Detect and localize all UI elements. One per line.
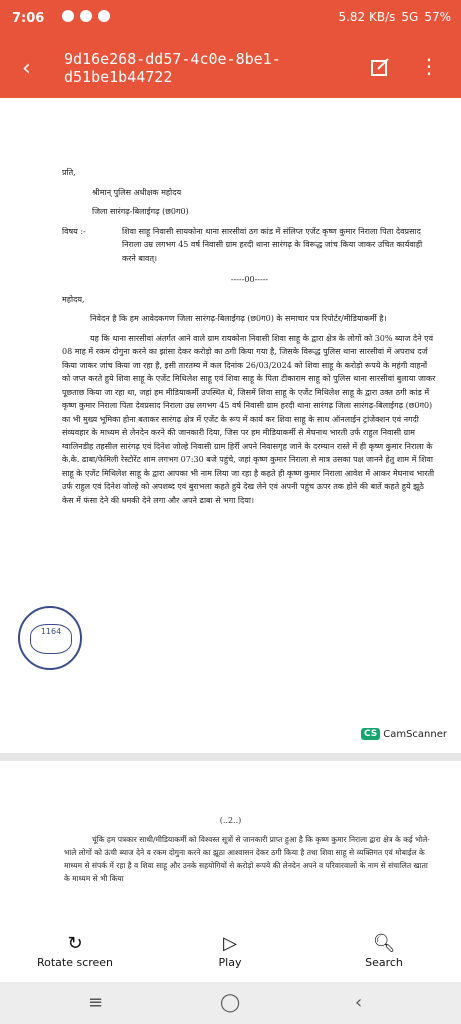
camscanner-watermark [361, 728, 447, 740]
rotate-screen-icon: ↻ [67, 933, 83, 954]
status-right [338, 10, 451, 24]
addressee: श्रीमान् पुलिस अधीक्षक महोदय [92, 187, 182, 197]
rotate-screen-button[interactable] [15, 932, 135, 969]
camscanner-logo-icon: CS [361, 728, 380, 740]
document-page-1 [0, 98, 461, 753]
system-nav-bar [0, 982, 461, 1024]
police-seal-stamp [18, 606, 82, 670]
page-divider [0, 753, 461, 761]
notification-icon [62, 10, 74, 22]
district: जिला सारंगढ़-बिलाईगढ़ (छ0ग0) [92, 207, 189, 216]
recents-icon[interactable]: ≡ [88, 992, 104, 1013]
to-line: प्रति, [62, 168, 76, 177]
salutation: महोदय, [62, 294, 85, 304]
subject-label: विषय :- [62, 226, 86, 236]
app-bar [0, 38, 461, 98]
bottom-toolbar [0, 924, 461, 982]
subject-block [62, 225, 437, 266]
document-page-2 [0, 761, 461, 924]
letter-body [62, 166, 437, 513]
more-vert-icon[interactable]: ⋮ [419, 54, 439, 78]
search-icon: 🔍︎ [372, 933, 396, 954]
back-arrow-icon[interactable]: ‹ [22, 56, 31, 81]
play-icon: ▷ [223, 933, 237, 954]
network-type: 5G [401, 10, 419, 24]
para-1: निवेदन है कि हम आवेदकगण जिला सारंगढ़-बिलाईगढ़ (छ0ग0) के समाचार पत्र रिपोर्टर/मीडियाकर्मी है। [90, 314, 387, 323]
camscanner-label: CamScanner [383, 728, 447, 740]
notification-icons [62, 10, 110, 22]
search-button[interactable] [324, 932, 444, 969]
play-label: Play [218, 956, 242, 969]
back-icon[interactable]: ‹ [355, 992, 363, 1013]
page2-para: चूंकि हम पत्रकार साथी/मीडियाकर्मी को विश्वस्त सूत्रों से जानकारी प्राप्त हुआ है कि कृष्ण कुमार निराला द्वारा क्षेत्र के कई भोले-भाले लोगों को ऊंची ब्याज देने व रकम दोगुना करने का झूठा आश्वासन देकर ठगी किया है तथा शिवा साहू से व्यक्तिगत एवं मोबाईल के माध्यम से संपर्क में रहा है व शिवा साहू और उनके सहयोगियों से करोड़ो रूपये की लेनदेन अपने व परिवारवालों के नाम से संचालित खाता के माध्यम से भी किया [64, 835, 430, 883]
subject-text: शिवा साहू निवासी सायकोना थाना सारसीवां ठग कांड में संलिप्त एजेंट कृष्ण कुमार निराला पिता देवप्रसाद निराला उम्र लगभग 45 वर्ष निवासी ग्राम हरदी थाना सारंगढ़ के विरूद्ध जांच किया जाकर उचित कार्यवाही करने बावत्। [122, 226, 423, 263]
status-bar [0, 0, 461, 38]
document-title: 9d16e268-dd57-4c0e-8be1-d51be1b44722 [64, 50, 281, 86]
page-number: (..2..) [219, 816, 242, 825]
separator: -----00----- [230, 275, 269, 284]
para-2: यह कि थाना सारसीवां अंतर्गत आने वाले ग्राम रायकोना निवासी शिवा साहू के द्वारा क्षेत्र के लोगों को 30% ब्याज देने एवं 08 माह में रकम दोगुना करने का झांसा देकर करोड़ो का ठगी किया गया है, जिसके विरूद्ध पुलिस थाना सारसीवां में अपराध दर्ज किया जाकर जांच किया जा रहा है, इसी तारतम्य में कल दिनांक 26/03/2024 को शिवा साहू के करोड़ो रूपये के महंगी वाहनों को जप्त करते हुये शिवा साहू के एजेंट मिथिलेश साहू एवं शिवा साहू के पिता टीकाराम साहू को पुलिस थाना सारसीवां बुलाया जाकर पूछताछ किया जा रहा था, जहां हम मीडियाकर्मी उपस्थित थे, जिसमें शिवा साहू के एजेंट मिथिलेश साहू के द्वारा उक्त ठगी कांड में कृष्ण कुमार निराला पिता देवप्रसाद निराला उम्र लगभग 45 वर्ष निवासी ग्राम हरदी थाना सारंगढ़ जिला सारंगढ़-बिलाईगढ़ (छ0ग0) का भी मुख्य भूमिका होना बताकर सारंगढ़ क्षेत्र में एजेंट के रूप में कार्य कर शिवा साहू के साथ ऑनलाईन ट्रांजेक्शन एवं नगदी संव्यवहार के माध्यम से लेनदेन करने की जानकारी दिया, जिस पर हम मीडियाकर्मी से मेघनाथ भारती उर्फ राहुल निवासी ग्राम ग्वालिनडीह तहसील सारंगढ़ एवं दिनेश जोल्हे निवासी ग्राम हिर्री अपने निवासगृह जाने के दरम्यान रास्ते में ही कृष्ण कुमार निराला के के.के. ढाबा/फेमिली रेस्टोरेंट शाम लगभग 07:30 बजे पहुंचे, जहां कृष्ण कुमार निराला से मात्र उसका पक्ष जानने हेतु शाम में शिवा साहू के एजेंट मिथिलेश साहू के द्वारा आपका भी नाम लिया जा रहा है कहते ही कृष्ण कुमार निराला आवेश में आकर मेघनाथ भारती उर्फ राहुल एवं दिनेश जोल्हे को अपशब्द एवं बुराभला कहते हुये देख लेने एवं अपनी पहुंच ऊपर तक होने की बातें कहते हुये झूठे केस में फंसा देने की धमकी देने लगा और अपने ढाबा से भगा दिया। [62, 333, 436, 505]
net-speed: 5.82 KB/s [338, 10, 396, 24]
status-time: 7:06 [12, 11, 45, 26]
home-icon[interactable]: ◯ [220, 992, 241, 1013]
battery-level: 57% [424, 10, 451, 24]
edit-icon[interactable] [369, 56, 391, 82]
page2-text [64, 833, 434, 885]
rotate-screen-label: Rotate screen [36, 956, 114, 969]
search-label: Search [365, 956, 403, 969]
notification-icon [98, 10, 110, 22]
seal-number: 1164 [30, 624, 72, 654]
play-button[interactable] [170, 932, 290, 969]
notification-icon [80, 10, 92, 22]
